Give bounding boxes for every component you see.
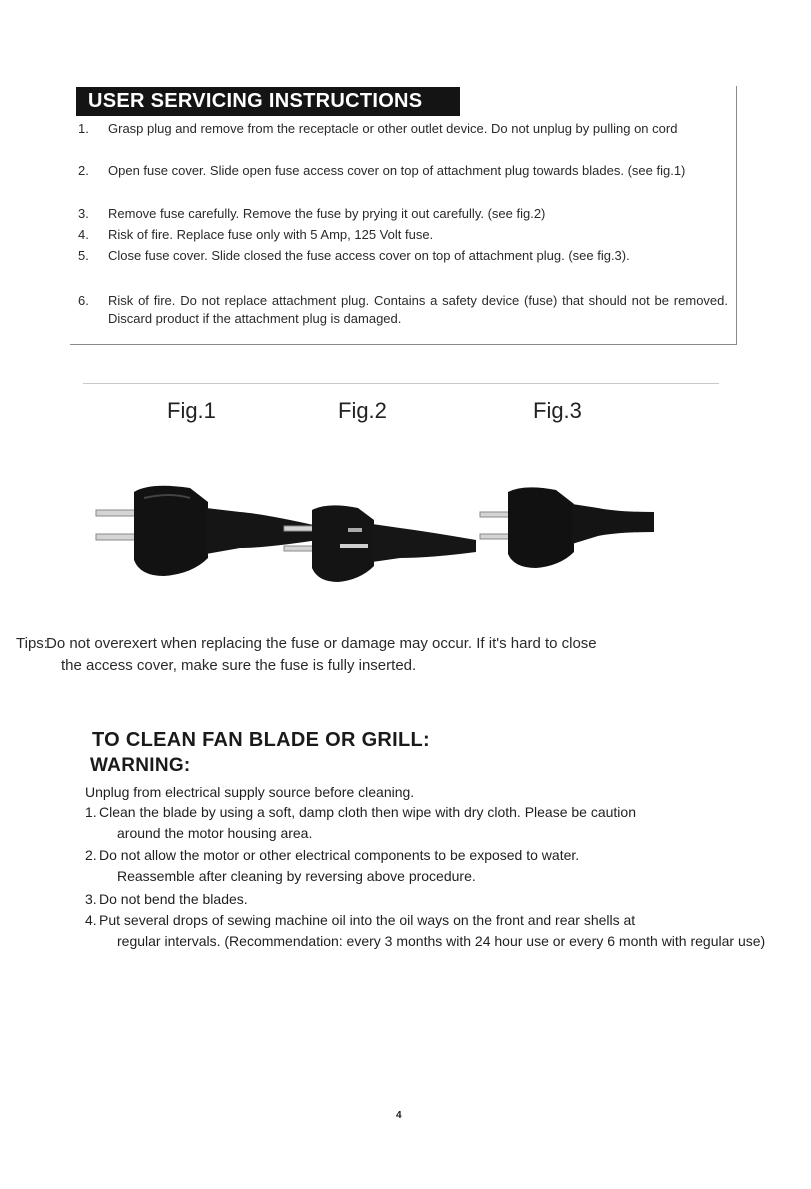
- box-border-right: [736, 86, 737, 344]
- item-text: Grasp plug and remove from the receptacle or other outlet device. Do not unplug by pulling on cord: [108, 121, 678, 136]
- servicing-title: USER SERVICING INSTRUCTIONS: [76, 87, 460, 116]
- warning-heading: WARNING:: [90, 755, 191, 776]
- item-text: Risk of fire. Replace fuse only with 5 Amp, 125 Volt fuse.: [108, 227, 434, 242]
- fig3-label: Fig.3: [533, 398, 582, 423]
- item-text-rest: Reassemble after cleaning by reversing above procedure.: [117, 868, 476, 884]
- tips-line-1: Do not overexert when replacing the fuse or damage may occur. If it's hard to close: [46, 635, 597, 652]
- item-text: Open fuse cover. Slide open fuse access cover on top of attachment plug towards blades. (see fig.1): [108, 163, 686, 178]
- fig3-plug-image: [478, 480, 658, 580]
- item-text: Risk of fire. Do not replace attachment plug. Contains a safety device (fuse) that should not be removed. Discard product if the attachment plug is damaged.: [108, 293, 728, 326]
- cleaning-item-2: [85, 845, 805, 887]
- cleaning-item-1: [85, 802, 805, 844]
- servicing-item-3: [78, 205, 728, 223]
- cleaning-heading: TO CLEAN FAN BLADE OR GRILL:: [92, 729, 431, 751]
- fig2-label: Fig.2: [338, 398, 387, 423]
- item-number: 2.: [85, 847, 97, 863]
- item-text-first: Clean the blade by using a soft, damp cloth then wipe with dry cloth. Please be caution: [99, 804, 636, 820]
- item-number: 3.: [78, 206, 89, 221]
- tips-label: Tips:: [16, 635, 48, 652]
- item-number: 4.: [78, 227, 89, 242]
- cleaning-item-3: [85, 889, 805, 910]
- cleaning-intro: Unplug from electrical supply source before cleaning.: [85, 784, 415, 800]
- tips-line-2: the access cover, make sure the fuse is fully inserted.: [61, 657, 417, 674]
- item-text-rest: around the motor housing area.: [117, 825, 313, 841]
- item-number: 1.: [78, 121, 89, 136]
- cleaning-item-4: [85, 910, 805, 952]
- item-text-first: Do not bend the blades.: [99, 891, 248, 907]
- item-number: 2.: [78, 163, 89, 178]
- fig1-label: Fig.1: [167, 398, 216, 423]
- servicing-item-4: [78, 226, 728, 244]
- item-text-first: Do not allow the motor or other electrical components to be exposed to water.: [99, 847, 580, 863]
- item-number: 4.: [85, 912, 97, 928]
- fig2-plug-image: [280, 500, 480, 590]
- separator-line: [83, 383, 719, 384]
- page-number: 4: [396, 1110, 402, 1121]
- item-text: Close fuse cover. Slide closed the fuse access cover on top of attachment plug. (see fig.3).: [108, 248, 630, 263]
- item-number: 6.: [78, 293, 89, 308]
- box-border-bottom: [70, 344, 737, 345]
- item-text: Remove fuse carefully. Remove the fuse by prying it out carefully. (see fig.2): [108, 206, 546, 221]
- item-text-rest: regular intervals. (Recommendation: every 3 months with 24 hour use or every 6 month with regular use): [117, 933, 766, 949]
- item-text-first: Put several drops of sewing machine oil into the oil ways on the front and rear shells at: [99, 912, 636, 928]
- servicing-item-5: [78, 247, 728, 265]
- servicing-item-2: [78, 162, 728, 180]
- item-number: 1.: [85, 804, 97, 820]
- tips-note: [16, 633, 796, 677]
- item-number: 3.: [85, 891, 97, 907]
- item-number: 5.: [78, 248, 89, 263]
- servicing-item-6: [78, 292, 728, 328]
- servicing-item-1: [78, 120, 728, 138]
